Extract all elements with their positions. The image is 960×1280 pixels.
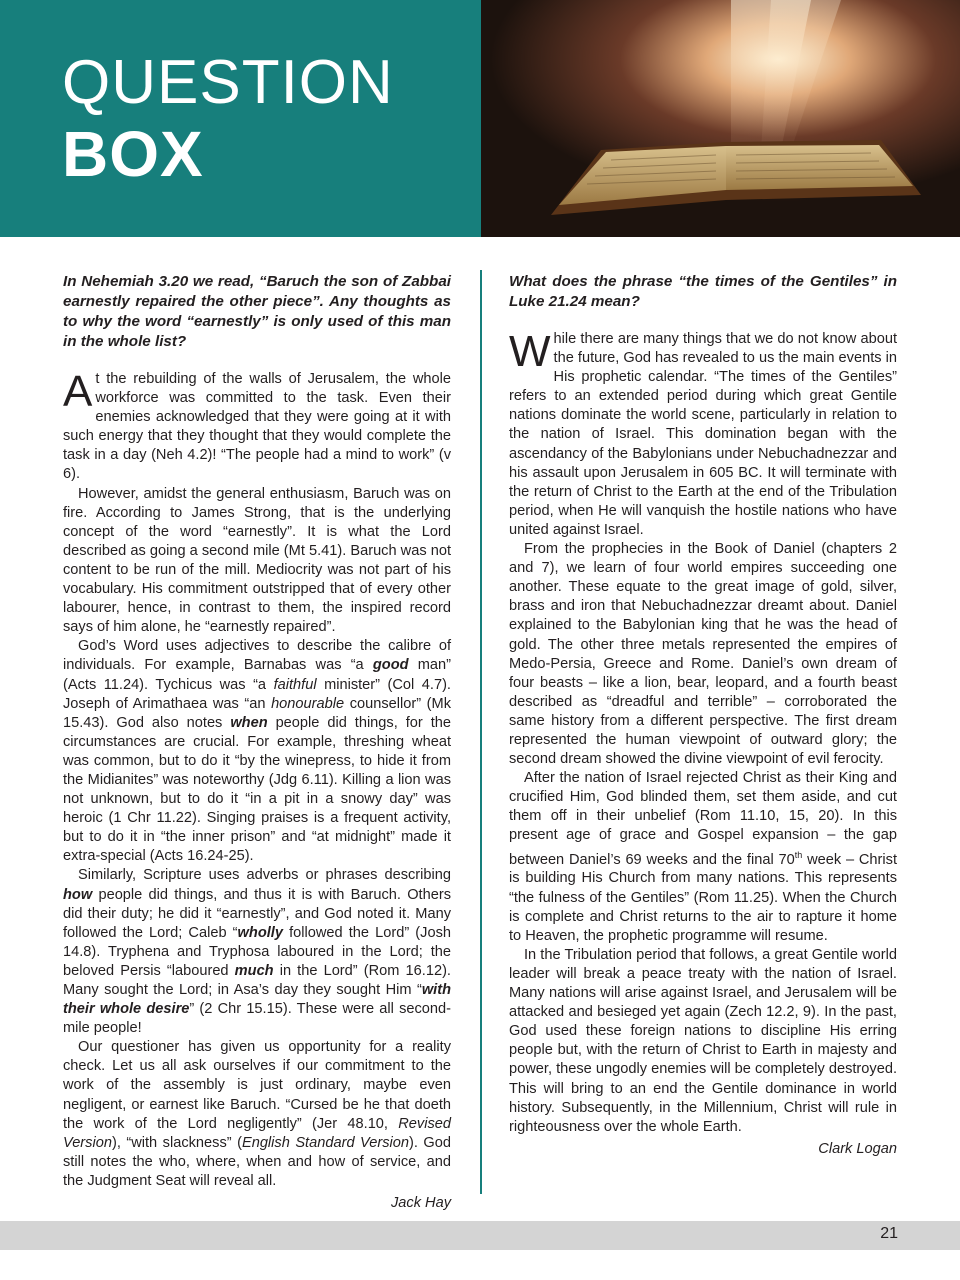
paragraph: However, amidst the general enthusiasm, Baruch was on fire. According to James Strong, that is the underlying concept of the word “earnestly”. It is what the Lord described as going a second mile (Mt 5.41). Baruch was not content to be run of the mill. Mediocrity was not part of his vocabulary. His commitment outstripped that of every other labourer, hence, in contrast to them, the inspired record says of him alone, he “earnestly repaired”. <box>63 485 451 636</box>
open-bible-image <box>481 0 960 237</box>
paragraph: Similarly, Scripture uses adverbs or phrases describing how people did things, and thus it is with Baruch. Others did their duty; he did it “earnestly”, and God noted it. Many followed the Lord; Caleb “wholly followed the Lord” (Josh 14.8). Tryphena and Tryphosa laboured in the Lord; the beloved Persis “laboured much in the Lord” (Rom 16.12). Many sought the Lord; in Asa’s day they sought Him “with their whole desire” (2 Chr 15.15). These were all second-mile people! <box>63 867 451 1037</box>
paragraph: From the prophecies in the Book of Daniel (chapters 2 and 7), we learn of four world empires succeeding one another. These equate to the great image of gold, silver, brass and iron that Nebuchadnezzar dreamt about. Daniel explained to the Babylonian king that he was the head of gold. The other three metals represented the empires of Medo-Persia, Greece and Rome. Daniel’s own dream of four beasts – like a lion, bear, leopard, and a fourth beast described as “dreadful and terrible” – corroborated the same history from a different perspective. The first dream represented the human viewpoint of outward glory; the second dream showed the divine viewpoint of evil ferocity. <box>509 541 897 768</box>
paragraph: Our questioner has given us opportunity for a reality check. Let us all ask ourselves if our commitment to the work of the assembly is just ordinary, maybe even negligent, or earnest like Baruch. “Cursed be he that doeth the work of the Lord negligently” (Jer 48.10, Revised Version), “with slackness” (English Standard Version). God still notes the who, where, when and how of service, and the Judgment Seat will reveal all. <box>63 1039 451 1189</box>
right-column <box>509 272 897 1159</box>
title-box: BOX <box>62 118 204 190</box>
author-signature: Clark Logan <box>818 1140 897 1157</box>
paragraph: At the rebuilding of the walls of Jerusalem, the whole workforce was committed to the task. Even their enemies acknowledged that they were going at it with such energy that they thought that they would complete the task in a day (Neh 4.2)! “The people had a mind to work” (v 6). <box>63 367 451 483</box>
left-column <box>63 272 451 1213</box>
author-signature: Jack Hay <box>390 1195 451 1212</box>
paragraph: After the nation of Israel rejected Christ as their King and crucified Him, God blinded them, set them aside, and cut them off in their unbelief (Rom 11.10, 15, 20). In this present age of grace and Gospel expansion – the gap between Daniel’s 69 weeks and the final 70th week – Christ is building His Church from many nations. This represents “the fulness of the Gentiles” (Rom 11.25). When the Church is complete and Christ returns to the air to rapture it home to Heaven, the prophetic programme will resume. <box>509 770 897 944</box>
drop-cap: A <box>63 367 93 416</box>
title-panel <box>0 0 481 237</box>
paragraph: While there are many things that we do not know about the future, God has revealed to us the main events in His prophetic calendar. “The times of the Gentiles” refers to an extended period during which great Gentile nations dominate the world scene, particularly in relation to the nation of Israel. This domination began with the ascendancy of the Babylonians under Nebuchadnezzar and his assault upon Jerusalem in 605 BC. It will terminate with the return of Christ to the Earth at the end of the Tribulation period, when He will vanquish the hostile nations who have united against Israel. <box>509 327 897 538</box>
drop-cap: W <box>509 327 551 376</box>
title-question: QUESTION <box>62 48 394 117</box>
header-banner <box>0 0 960 237</box>
question-gentiles: What does the phrase “the times of the Gentiles” in Luke 21.24 mean? <box>509 273 897 310</box>
question-nehemiah: In Nehemiah 3.20 we read, “Baruch the son of Zabbai earnestly repaired the other piece”. Any thoughts as to why the word “earnestly” is only used of this man in the whole list? <box>63 273 451 350</box>
footer-bar <box>0 1221 960 1250</box>
page-number: 21 <box>880 1225 898 1242</box>
column-divider <box>480 270 482 1194</box>
paragraph: God’s Word uses adjectives to describe the calibre of individuals. For example, Barnabas was “a good man” (Acts 11.24). Tychicus was “a faithful minister” (Col 4.7). Joseph of Arimathaea was “an honourable counsellor” (Mk 15.43). God also notes when people did things, for the circumstances are crucial. For example, threshing wheat was common, but to do it “by the winepress, to hide it from the Midianites” was noteworthy (Jdg 6.11). Killing a lion was not unknown, but to do it “in a pit in a snowy day” was heroic (1 Chr 11.22). Singing praises is a frequent activity, but to do it in “the inner prison” and “at midnight” made it extra-special (Acts 16.24-25). <box>63 638 451 865</box>
paragraph: In the Tribulation period that follows, a great Gentile world leader will break a peace treaty with the nation of Israel. Many nations will arise against Israel, and Jerusalem will be attacked and besieged yet again (Zech 12.2, 9). In the past, God used these foreign nations to discipline His erring people but, with the return of Christ to Earth in majesty and power, these ungodly enemies will be completely destroyed. This will bring to an end the Gentile dominance in world history. Subsequently, in the Millennium, Christ will rule in righteousness over the whole Earth. <box>509 946 897 1135</box>
